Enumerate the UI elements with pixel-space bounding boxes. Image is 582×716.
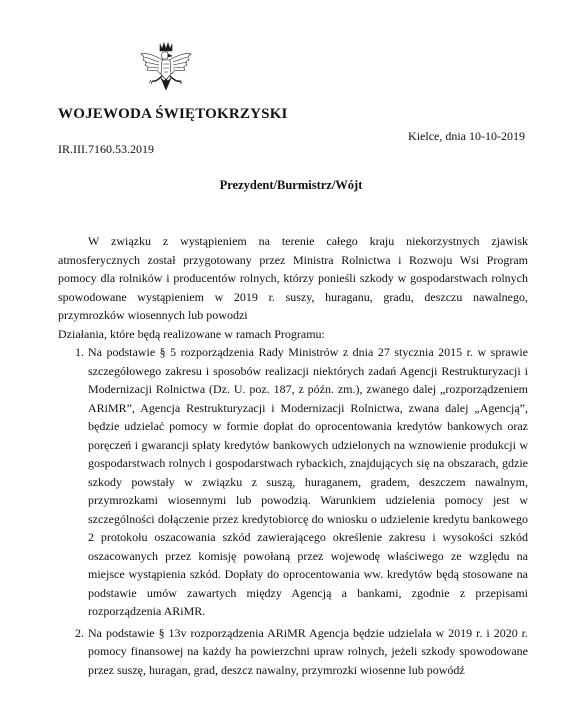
list-item-number: 2. [75,625,84,640]
place-date: Kielce, dnia 10-10-2019 [408,129,525,143]
actions-list [58,343,528,679]
letter-body [58,232,528,679]
list-item-number: 1. [75,345,84,359]
list-item-text: Na podstawie § 5 rozporządzenia Rady Ministrów z dnia 27 stycznia 2015 r. w sprawie szczegółowego zakresu i sposobów realizacji niektórych zadań Agencji Restrukturyzacji i Modernizacji Rolnictwa (Dz. U. poz. 187, z późn. zm.), zwanego dalej „rozporządzeniem ARiMR”, Agencja Restrukturyzacji i Modernizacji Rolnictwa, zwana dalej „Agencją”, będzie udzielać pomocy w formie dopłat do oprocentowania kredytów bankowych oraz poręczeń i gwarancji spłaty kredytów bankowych udzielonych na wznowienie produkcji w gospodarstwach rolnych i gospodarstwach rybackich, znajdujących się na obszarach, gdzie szkody powstały w związku z suszą, huraganem, gradem, deszczem nawalnym, przymrozkami wiosennymi lub powodzią. Warunkiem udzielenia pomocy jest w szczególności dołączenie przez kredytobiorcę do wniosku o udzielenie kredytu bankowego 2 protokołu oszacowania szkód zawierającego określenie zakresu i wysokości szkód oszacowanych przez komisję powołaną przez wojewodę właściwego ze względu na miejsce wystąpienia szkód. Dopłaty do oprocentowania ww. kredytów będą stosowane na podstawie umów zawartych między Agencją a bankami, zgodnie z przepisami rozporządzenia ARiMR. [88,345,528,618]
list-item-text: Na podstawie § 13v rozporządzenia ARiMR Agencja będzie udzielała w 2019 r. i 2020 r. pomocy finansowej na każdy ha powierzchni upraw rolnych, jeżeli szkody spowodowane przez suszę, huragan, grad, deszcz nawalny, przymrozki wiosenne lub powódź [88,625,528,677]
intro-paragraph: W związku z wystąpieniem na terenie całego kraju niekorzystnych zjawisk atmosferycznych został przygotowany przez Ministra Rolnictwa i Rozwoju Wsi Program pomocy dla rolników i producentów rolnych, którzy ponieśli szkody w gospodarstwach rolnych spowodowane wystąpieniem w 2019 r. suszy, huraganu, gradu, deszczu nawalnego, przymrozków wiosennych lub powodzi [58,234,528,322]
authority-title: WOJEWODA ŚWIĘTOKRZYSKI [58,106,288,122]
polish-eagle-emblem-icon [137,40,195,98]
actions-heading: Działania, które będą realizowane w ramach Programu: [58,326,325,341]
list-item [58,624,528,680]
addressee: Prezydent/Burmistrz/Wójt [219,178,363,192]
list-item [58,343,528,621]
reference-number: IR.III.7160.53.2019 [58,142,154,156]
